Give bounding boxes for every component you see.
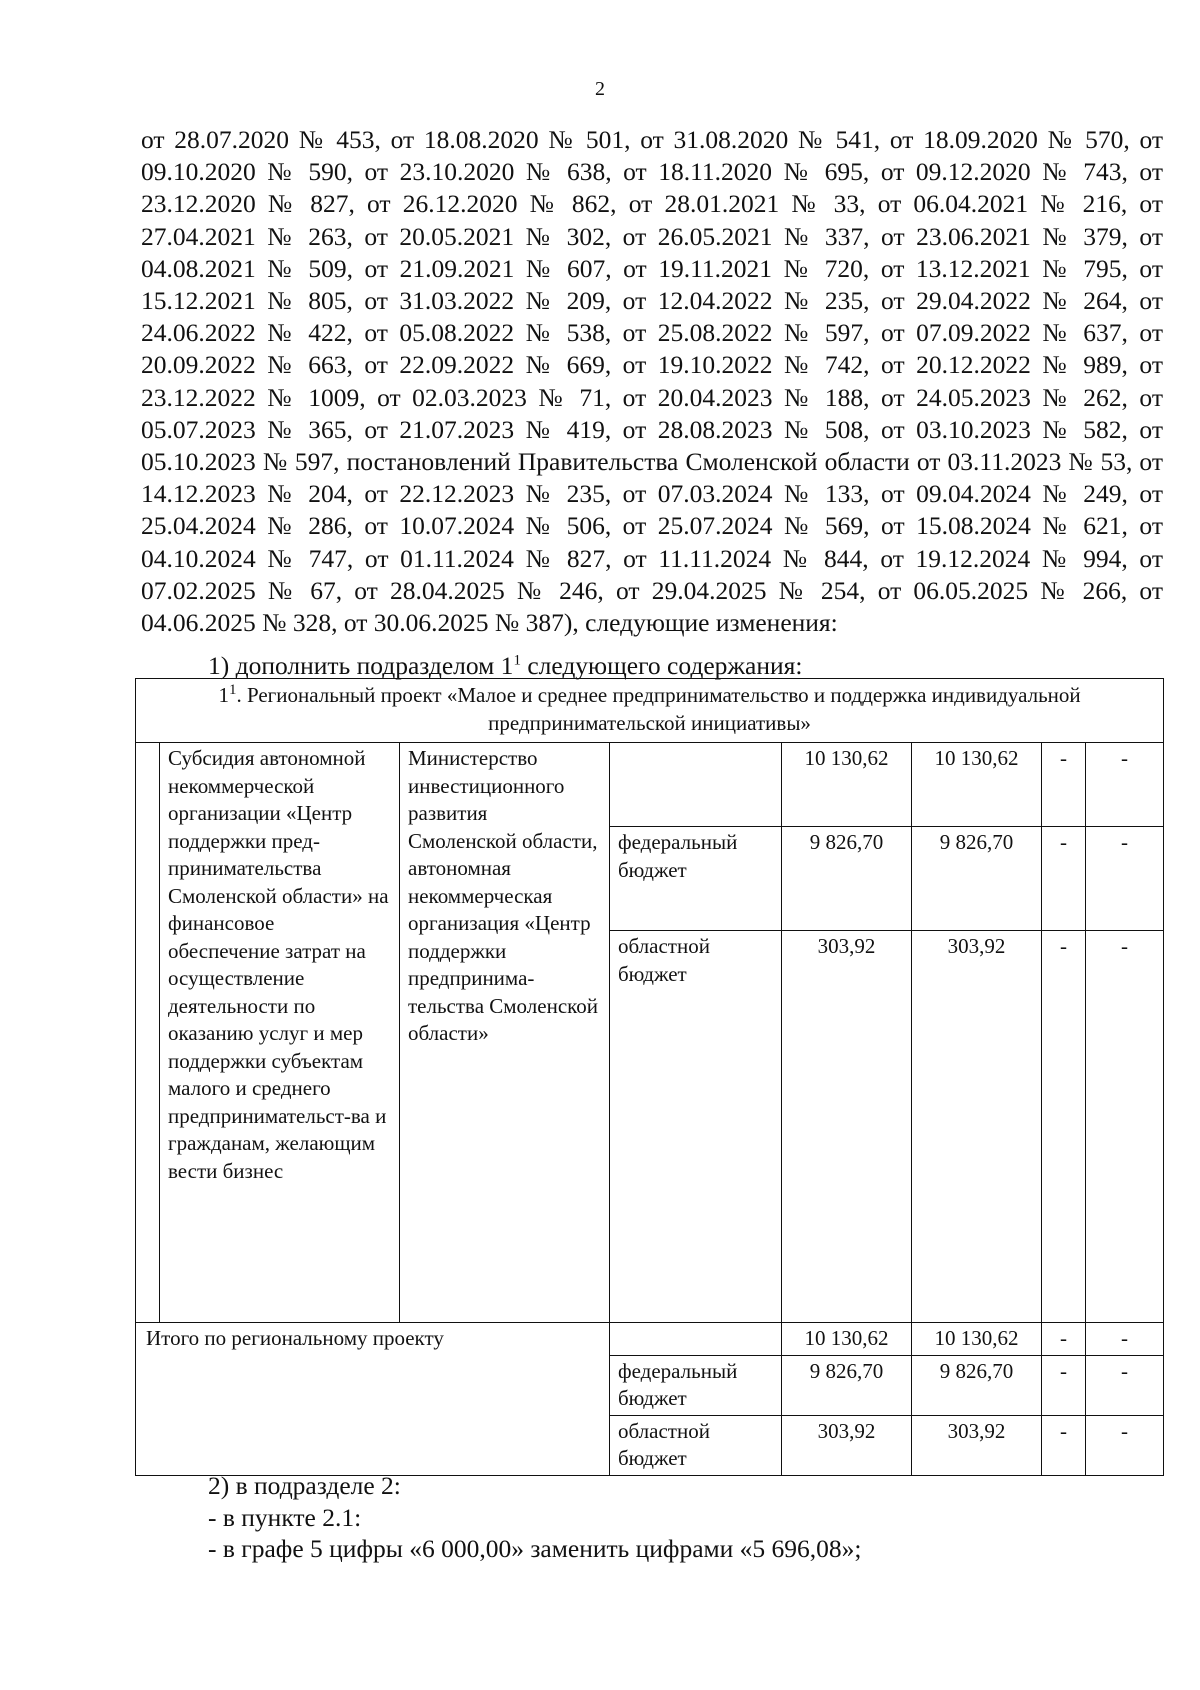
after-table-text — [208, 1470, 862, 1565]
dash-cell: - — [1086, 743, 1164, 827]
item-2: 2) в подразделе 2: — [208, 1471, 401, 1500]
value-cell: 9 826,70 — [912, 827, 1042, 931]
source-cell: федеральный бюджет — [610, 1355, 782, 1415]
item-1: 1) дополнить подразделом $1^1$ следующего содержания: — [208, 651, 803, 680]
table-row — [136, 743, 1164, 827]
sub-item: - в графе 5 цифры «6 000,00» заменить цифрами «5 696,08»; — [208, 1534, 862, 1563]
total-label: Итого по региональному проекту — [136, 1323, 610, 1476]
table-title: $1^1$. Региональный проект «Малое и среднее предпринимательство и поддержка индивидуальной предпринимательской инициативы» — [136, 679, 1164, 743]
sub-item: - в пункте 2.1: — [208, 1502, 362, 1532]
paragraph: от 28.07.2020 № 453, от 18.08.2020 № 501, от 31.08.2020 № 541, от 18.09.2020 № 570, от 09.10.2020 № 590, от 23.10.2020 № 638, от 18.11.2020 № 695, от 09.12.2020 № 743, от 23.12.2020 № 827, от 26.12.2020 № 862, от 28.01.2021 № 33, от 06.04.2021 № 216, от 27.04.2021 № 263, от 20.05.2021 № 302, от 26.05.2021 № 337, от 23.06.2021 № 379, от 04.08.2021 № 509, от 21.09.2021 № 607, от 19.11.2021 № 720, от 13.12.2021 № 795, от 15.12.2021 № 805, от 31.03.2022 № 209, от 12.04.2022 № 235, от 29.04.2022 № 264, от 24.06.2022 № 422, от 05.08.2022 № 538, от 25.08.2022 № 597, от 07.09.2022 № 637, от 20.09.2022 № 663, от 22.09.2022 № 669, от 19.10.2022 № 742, от 20.12.2022 № 989, от 23.12.2022 № 1009, от 02.03.2023 № 71, от 20.04.2023 № 188, от 24.05.2023 № 262, от 05.07.2023 № 365, от 21.07.2023 № 419, от 28.08.2023 № 508, от 03.10.2023 № 582, от 05.10.2023 № 597, постановлений Правительства Смоленской области от 03.11.2023 № 53, от 14.12.2023 № 204, от 22.12.2023 № 235, от 07.03.2024 № 133, от 09.04.2024 № 249, от 25.04.2024 № 286, от 10.07.2024 № 506, от 25.07.2024 № 569, от 15.08.2024 № 621, от 04.10.2024 № 747, от 01.11.2024 № 827, от 11.11.2024 № 844, от 19.12.2024 № 994, от 07.02.2025 № 67, от 28.04.2025 № 246, от 29.04.2025 № 254, от 06.05.2025 № 266, от 04.06.2025 № 328, от 30.06.2025 № 387), следующие изменения: — [141, 125, 1163, 638]
value-cell: 9 826,70 — [782, 827, 912, 931]
value-cell: 303,92 — [782, 1415, 912, 1475]
dash-cell: - — [1042, 1415, 1086, 1475]
source-cell — [610, 1323, 782, 1356]
source-cell: областной бюджет — [610, 1415, 782, 1475]
page-number: 2 — [595, 78, 605, 100]
value-cell: 9 826,70 — [782, 1355, 912, 1415]
value-cell: 10 130,62 — [782, 743, 912, 827]
dash-cell: - — [1086, 1355, 1164, 1415]
dash-cell: - — [1086, 827, 1164, 931]
dash-cell: - — [1086, 1323, 1164, 1356]
executor-cell: Министерство инвестиционного развития Смоленской области, автономная некоммерческая организация «Центр поддержки предпринима-тельства Смоленской области» — [400, 743, 610, 1323]
total-row — [136, 1323, 1164, 1356]
dash-cell: - — [1042, 827, 1086, 931]
body-text — [141, 124, 1163, 639]
dash-cell: - — [1086, 931, 1164, 1323]
source-cell — [610, 743, 782, 827]
dash-cell: - — [1042, 931, 1086, 1323]
value-cell: 10 130,62 — [912, 1323, 1042, 1356]
source-cell: федеральный бюджет — [610, 827, 782, 931]
empty-cell — [136, 743, 160, 1323]
subsidy-cell: Субсидия автономной некоммерческой организации «Центр поддержки пред-принимательства Смоленской области» на финансовое обеспечение затрат на осуществление деятельности по оказанию услуг и мер поддержки субъектам малого и среднего предпринимательст-ва и гражданам, желающим вести бизнес — [160, 743, 400, 1323]
dash-cell: - — [1042, 1355, 1086, 1415]
dash-cell: - — [1042, 1323, 1086, 1356]
value-cell: 10 130,62 — [912, 743, 1042, 827]
dash-cell: - — [1042, 743, 1086, 827]
source-cell: областной бюджет — [610, 931, 782, 1323]
value-cell: 303,92 — [912, 1415, 1042, 1475]
value-cell: 10 130,62 — [782, 1323, 912, 1356]
value-cell: 9 826,70 — [912, 1355, 1042, 1415]
project-table — [135, 678, 1164, 1476]
value-cell: 303,92 — [782, 931, 912, 1323]
value-cell: 303,92 — [912, 931, 1042, 1323]
dash-cell: - — [1086, 1415, 1164, 1475]
